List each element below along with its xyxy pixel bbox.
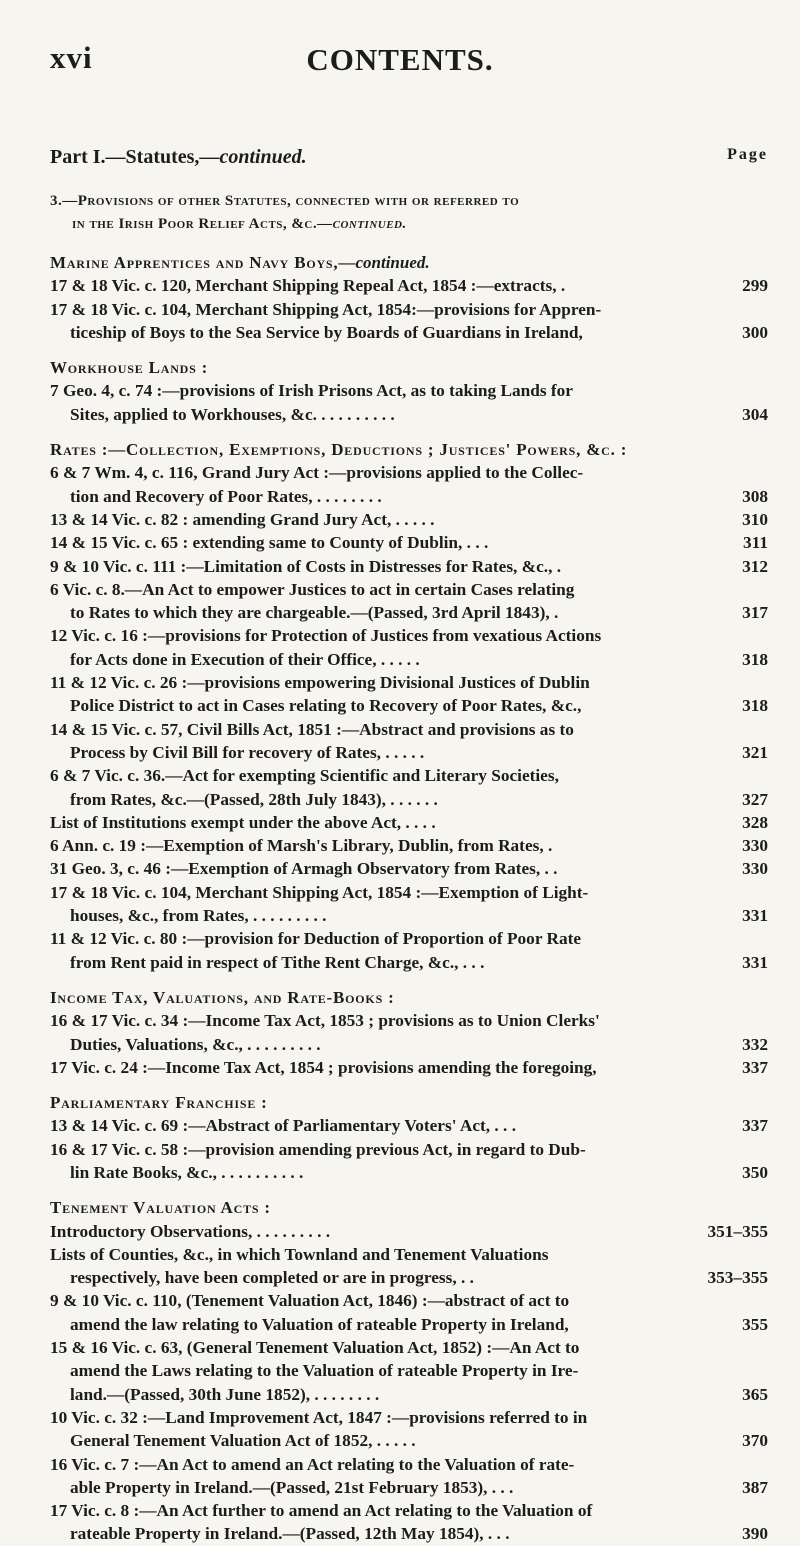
toc-entry-page: 318 [742, 649, 768, 669]
toc-entry-text: for Acts done in Execution of their Office, . . . . . [70, 649, 420, 669]
toc-entry-text: amend the Laws relating to the Valuation of rateable Property in Ire- [70, 1361, 579, 1381]
toc-entry-text: rateable Property in Ireland.—(Passed, 12th May 1854), . . . [70, 1524, 510, 1544]
toc-entry-page: 331 [742, 906, 768, 926]
toc-entry-text: 17 Vic. c. 24 :—Income Tax Act, 1854 ; provisions amending the foregoing, [50, 1057, 597, 1077]
toc-entry [50, 1336, 768, 1406]
toc-entry [50, 834, 768, 857]
toc-body [50, 251, 768, 1546]
toc-entry-text: able Property in Ireland.—(Passed, 21st February 1853), . . . [70, 1477, 514, 1497]
toc-entry-text: 16 & 17 Vic. c. 34 :—Income Tax Act, 1853 ; provisions as to Union Clerks' [50, 1011, 600, 1031]
toc-entry [50, 624, 768, 671]
section-intro [50, 190, 768, 236]
toc-entry-text: 6 & 7 Vic. c. 36.—Act for exempting Scientific and Literary Societies, [50, 766, 559, 786]
toc-entry [50, 1243, 768, 1290]
toc-entry-page: 318 [742, 696, 768, 716]
page-title: CONTENTS. [306, 42, 494, 77]
section-heading-text: Rates :—Collection, Exemptions, Deductions ; Justices' Powers, &c. : [50, 440, 628, 460]
toc-entry-text: Sites, applied to Workhouses, &c. . . . . . . . . . [70, 404, 395, 424]
section-heading-continued: —continued. [338, 253, 430, 272]
toc-entry-page: 353–355 [707, 1268, 768, 1288]
toc-entry-page: 299 [742, 276, 768, 296]
toc-entry-page: 321 [742, 742, 768, 762]
toc-entry-text: List of Institutions exempt under the above Act, . . . . [50, 812, 436, 832]
toc-entry [50, 1453, 768, 1500]
toc-entry-text: 6 Vic. c. 8.—An Act to empower Justices to act in certain Cases relating [50, 579, 575, 599]
section-heading-text: Income Tax, Valuations, and Rate-Books : [50, 987, 395, 1007]
page-number: xvi [50, 40, 93, 75]
toc-entry-page: 310 [742, 509, 768, 529]
toc-entry-page: 350 [742, 1162, 768, 1182]
section-heading [50, 1196, 768, 1219]
toc-entry-page: 304 [742, 404, 768, 424]
toc-entry [50, 531, 768, 554]
toc-entry [50, 881, 768, 928]
toc-entry-text: 9 & 10 Vic. c. 110, (Tenement Valuation Act, 1846) :—abstract of act to [50, 1291, 570, 1311]
toc-entry-page: 330 [742, 859, 768, 879]
toc-entry-text: 31 Geo. 3, c. 46 :—Exemption of Armagh Observatory from Rates, . . [50, 859, 558, 879]
toc-entry [50, 379, 768, 426]
toc-entry-page: 311 [743, 533, 768, 553]
section-heading [50, 1091, 768, 1114]
toc-entry-text: Lists of Counties, &c., in which Townland and Tenement Valuations [50, 1244, 549, 1264]
toc-entry-text: to Rates to which they are chargeable.—(Passed, 3rd April 1843), . [70, 603, 559, 623]
toc-entry [50, 274, 768, 297]
toc-entry-page: 317 [742, 603, 768, 623]
toc-entry [50, 718, 768, 765]
toc-entry-page: 332 [742, 1034, 768, 1054]
toc-entry-text: 17 Vic. c. 8 :—An Act further to amend an Act relating to the Valuation of [50, 1501, 593, 1521]
toc-entry-page: 327 [742, 789, 768, 809]
toc-entry-page: 351–355 [707, 1221, 768, 1241]
toc-entry-text: 6 Ann. c. 19 :—Exemption of Marsh's Library, Dublin, from Rates, . [50, 836, 553, 856]
toc-entry-page: 308 [742, 486, 768, 506]
toc-entry [50, 857, 768, 880]
toc-entry [50, 1406, 768, 1453]
toc-entry-text: 9 & 10 Vic. c. 111 :—Limitation of Costs in Distresses for Rates, &c., . [50, 556, 562, 576]
toc-entry [50, 1056, 768, 1079]
toc-entry-text: 17 & 18 Vic. c. 104, Merchant Shipping Act, 1854:—provisions for Appren- [50, 299, 602, 319]
toc-entry [50, 1499, 768, 1546]
toc-entry-text: 16 & 17 Vic. c. 58 :—provision amending previous Act, in regard to Dub- [50, 1139, 586, 1159]
section-heading [50, 438, 768, 461]
section-heading [50, 986, 768, 1009]
part-title: Part I.—Statutes, [50, 146, 200, 168]
intro-continued: —continued. [317, 216, 407, 232]
toc-entry [50, 1009, 768, 1056]
toc-entry-text: houses, &c., from Rates, . . . . . . . . . [70, 906, 327, 926]
section-heading [50, 251, 768, 274]
section-heading-text: Parliamentary Franchise : [50, 1093, 268, 1113]
toc-entry [50, 578, 768, 625]
toc-entry-text: 17 & 18 Vic. c. 104, Merchant Shipping Act, 1854 :—Exemption of Light- [50, 882, 589, 902]
toc-entry-text: amend the law relating to Valuation of rateable Property in Ireland, [70, 1314, 569, 1334]
toc-entry-text: from Rates, &c.—(Passed, 28th July 1843), . . . . . . [70, 789, 438, 809]
toc-entry-text: 17 & 18 Vic. c. 120, Merchant Shipping Repeal Act, 1854 :—extracts, . [50, 276, 566, 296]
toc-entry [50, 1220, 768, 1243]
toc-entry [50, 927, 768, 974]
intro-line-1: 3.—Provisions of other Statutes, connected with or referred to [50, 193, 520, 209]
toc-entry-text: Duties, Valuations, &c., . . . . . . . . . [70, 1034, 321, 1054]
toc-entry-page: 365 [742, 1384, 768, 1404]
toc-entry [50, 671, 768, 718]
section-gap [50, 1184, 768, 1196]
part-continued: —continued. [199, 146, 307, 168]
section-gap [50, 974, 768, 986]
toc-entry-text: 14 & 15 Vic. c. 65 : extending same to County of Dublin, . . . [50, 533, 489, 553]
toc-entry-page: 337 [742, 1057, 768, 1077]
section-heading [50, 356, 768, 379]
toc-entry [50, 1138, 768, 1185]
toc-entry-text: 11 & 12 Vic. c. 26 :—provisions empowering Divisional Justices of Dublin [50, 673, 590, 693]
toc-entry-page: 328 [742, 812, 768, 832]
running-head [0, 20, 800, 100]
toc-entry-text: Introductory Observations, . . . . . . . . . [50, 1221, 331, 1241]
toc-entry-page: 355 [742, 1314, 768, 1334]
toc-entry-text: 13 & 14 Vic. c. 82 : amending Grand Jury Act, . . . . . [50, 509, 435, 529]
toc-entry [50, 811, 768, 834]
toc-entry-text: 15 & 16 Vic. c. 63, (General Tenement Valuation Act, 1852) :—An Act to [50, 1338, 580, 1358]
toc-entry-text: Police District to act in Cases relating to Recovery of Poor Rates, &c., [70, 696, 582, 716]
section-heading-text: Tenement Valuation Acts : [50, 1198, 271, 1218]
toc-entry-text: 7 Geo. 4, c. 74 :—provisions of Irish Prisons Act, as to taking Lands for [50, 381, 573, 401]
toc-entry [50, 764, 768, 811]
toc-entry [50, 508, 768, 531]
toc-entry-page: 300 [742, 322, 768, 342]
toc-entry-text: lin Rate Books, &c., . . . . . . . . . . [70, 1162, 304, 1182]
toc-entry-text: tion and Recovery of Poor Rates, . . . . . . . . [70, 486, 382, 506]
toc-entry-page: 312 [742, 556, 768, 576]
intro-line-2: in the Irish Poor Relief Acts, &c. [72, 216, 318, 232]
toc-entry-text: 13 & 14 Vic. c. 69 :—Abstract of Parliamentary Voters' Act, . . . [50, 1116, 517, 1136]
toc-entry-text: 11 & 12 Vic. c. 80 :—provision for Deduction of Proportion of Poor Rate [50, 929, 582, 949]
section-gap [50, 1079, 768, 1091]
toc-entry-text: ticeship of Boys to the Sea Service by Boards of Guardians in Ireland, [70, 322, 583, 342]
toc-entry-page: 390 [742, 1524, 768, 1544]
toc-entry [50, 555, 768, 578]
toc-entry-text: 10 Vic. c. 32 :—Land Improvement Act, 1847 :—provisions referred to in [50, 1407, 588, 1427]
section-heading-text: Marine Apprentices and Navy Boys, [50, 253, 339, 272]
toc-entry-text: respectively, have been completed or are in progress, . . [70, 1268, 474, 1288]
toc-entry-text: 16 Vic. c. 7 :—An Act to amend an Act relating to the Valuation of rate- [50, 1454, 575, 1474]
toc-entry [50, 461, 768, 508]
toc-entry-text: Process by Civil Bill for recovery of Rates, . . . . . [70, 742, 425, 762]
toc-entry [50, 298, 768, 345]
toc-entry-page: 387 [742, 1477, 768, 1497]
toc-entry-text: General Tenement Valuation Act of 1852, . . . . . [70, 1431, 416, 1451]
toc-entry-text: from Rent paid in respect of Tithe Rent Charge, &c., . . . [70, 952, 485, 972]
toc-entry-text: land.—(Passed, 30th June 1852), . . . . . . . . [70, 1384, 380, 1404]
toc-entry-page: 370 [742, 1431, 768, 1451]
toc-entry-text: 6 & 7 Wm. 4, c. 116, Grand Jury Act :—provisions applied to the Collec- [50, 463, 584, 483]
toc-entry-page: 337 [742, 1116, 768, 1136]
section-heading-text: Workhouse Lands : [50, 358, 209, 378]
toc-entry-page: 331 [742, 952, 768, 972]
section-gap [50, 344, 768, 356]
toc-entry [50, 1114, 768, 1137]
toc-entry [50, 1289, 768, 1336]
part-heading [50, 146, 768, 169]
toc-entry-text: 12 Vic. c. 16 :—provisions for Protection of Justices from vexatious Actions [50, 626, 602, 646]
page-column-label: Page [727, 146, 768, 163]
toc-entry-page: 330 [742, 836, 768, 856]
section-gap [50, 426, 768, 438]
toc-entry-text: 14 & 15 Vic. c. 57, Civil Bills Act, 1851 :—Abstract and provisions as to [50, 719, 574, 739]
